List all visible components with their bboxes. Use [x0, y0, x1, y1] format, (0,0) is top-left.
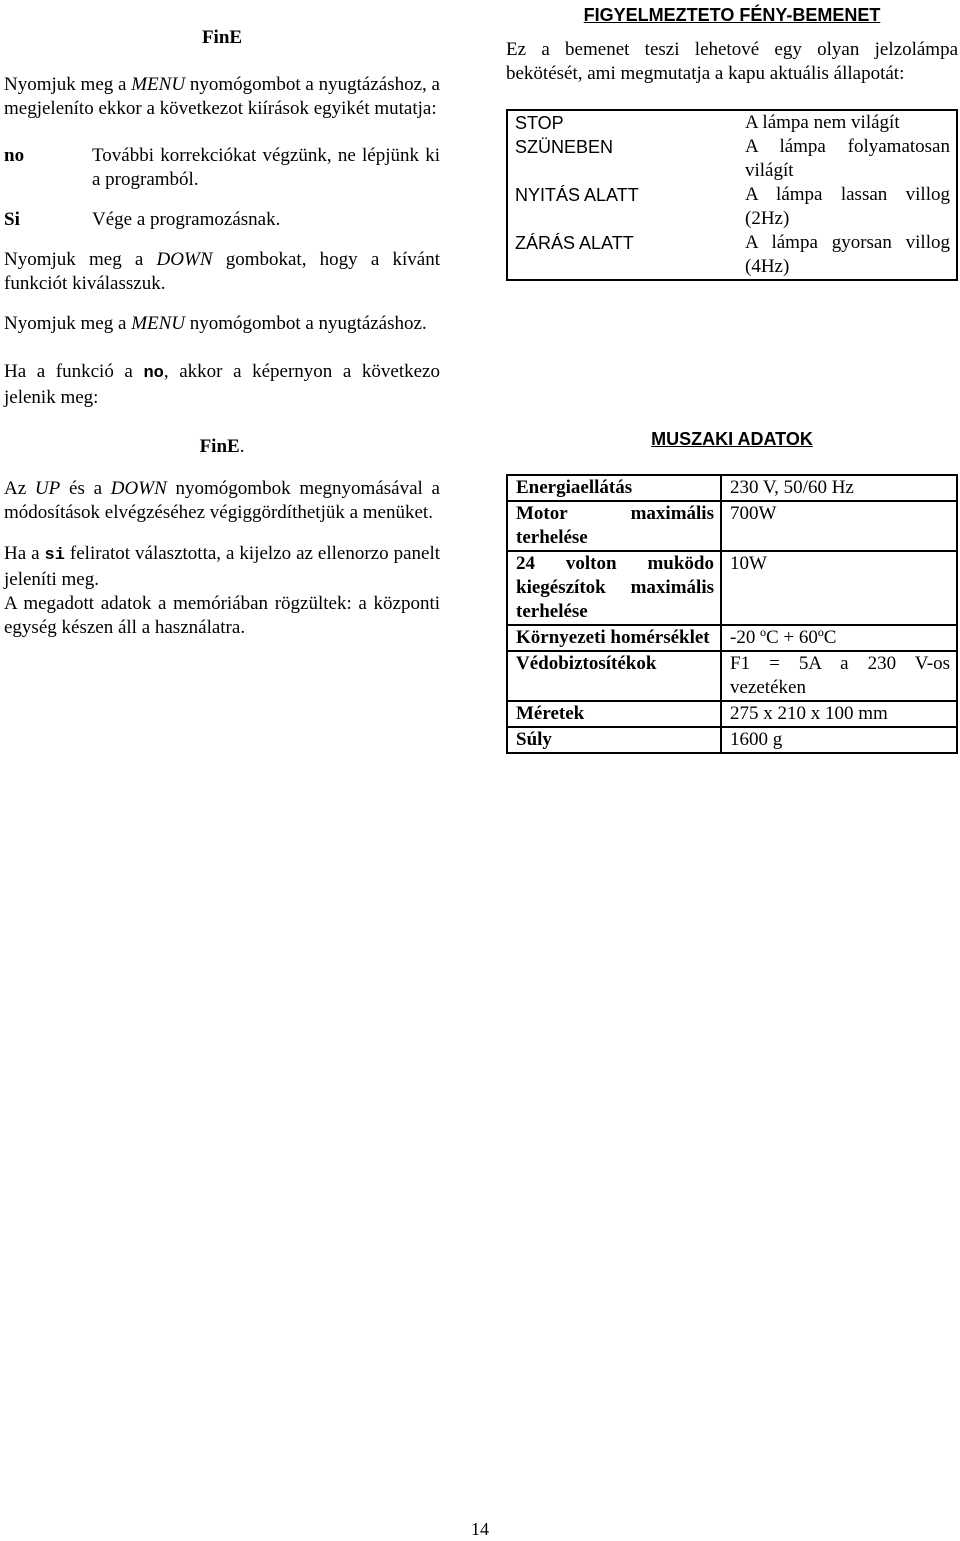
tech-data-table: [506, 474, 958, 754]
lamp-behavior-cell: A lámpa lassan villog (2Hz): [745, 184, 950, 229]
page-number: 14: [471, 1519, 489, 1539]
tech-param-name: Súly: [507, 727, 721, 753]
tech-param-value: 10W: [721, 551, 957, 625]
definition-si: [4, 208, 440, 232]
tech-param-name: Méretek: [507, 701, 721, 727]
tech-data-row: [507, 727, 957, 753]
tech-param-value: 230 V, 50/60 Hz: [721, 475, 957, 501]
down-key-label: DOWN: [156, 249, 213, 270]
tech-data-row: [507, 701, 957, 727]
tech-data-row: [507, 475, 957, 501]
si-display-label: si: [44, 546, 65, 565]
paragraph-up-down-scroll: Az UP és a DOWN nyomógombok megnyomásával a módosítások elvégzéséhez végiggördíthetjük a menüket.: [4, 478, 440, 523]
tech-param-name: Környezeti homérséklet: [507, 625, 721, 651]
definition-term: Si: [4, 209, 20, 230]
left-column: [4, 26, 440, 640]
tech-data-row: [507, 501, 957, 551]
menu-key-label: MENU: [131, 74, 186, 95]
section-title-fine: FinE: [201, 27, 243, 48]
tech-data-heading: MUSZAKI ADATOK: [651, 429, 813, 449]
lamp-behavior-cell: A lámpa folyamatosan világít: [745, 136, 950, 181]
gate-state-cell: SZÜNEBEN: [515, 137, 614, 157]
tech-param-name: Védobiztosítékok: [507, 651, 721, 701]
up-key-label: UP: [34, 478, 61, 499]
tech-param-value: 1600 g: [721, 727, 957, 753]
gate-state-cell: STOP: [515, 113, 564, 133]
warning-light-table: [506, 109, 958, 281]
gate-state-cell: ZÁRÁS ALATT: [515, 233, 634, 253]
warning-light-row: [507, 110, 957, 135]
tech-data-row: [507, 551, 957, 625]
paragraph-menu-confirm: Nyomjuk meg a MENU nyomógombot a nyugtázáshoz, a megjeleníto ekkor a következot kiírások egyikét mutatja:: [4, 74, 440, 119]
tech-data-row: [507, 651, 957, 701]
paragraph-down-select: Nyomjuk meg a DOWN gombokat, hogy a kívánt funkciót kiválasszuk.: [4, 249, 440, 294]
tech-param-value: 275 x 210 x 100 mm: [721, 701, 957, 727]
right-column: [506, 0, 958, 754]
menu-key-label: MENU: [131, 313, 186, 334]
paragraph-data-saved: A megadott adatok a memóriában rögzültek: a központi egység készen áll a használatra.: [4, 593, 440, 638]
tech-param-value: -20 ºC + 60ºC: [721, 625, 957, 651]
lamp-behavior-cell: A lámpa gyorsan villog (4Hz): [745, 232, 950, 277]
warning-light-row: [507, 135, 957, 183]
fine-display-text: FinE.: [199, 436, 245, 457]
definition-desc: Vége a programozásnak.: [92, 209, 281, 230]
warning-light-row: [507, 183, 957, 231]
paragraph-menu-confirm-2: Nyomjuk meg a MENU nyomógombot a nyugtázáshoz.: [4, 313, 427, 334]
warning-light-heading: FIGYELMEZTETO FÉNY-BEMENET: [583, 5, 881, 25]
down-key-label: DOWN: [110, 478, 167, 499]
tech-param-name: Motor maximális terhelése: [507, 501, 721, 551]
definition-term: no: [4, 145, 25, 166]
definition-desc: További korrekciókat végzünk, ne lépjünk ki a programból.: [92, 145, 440, 190]
paragraph-si-selected: Ha a si feliratot választotta, a kijelzo az ellenorzo panelt jeleníti meg.: [4, 543, 440, 590]
tech-param-name: 24 volton muködo kiegészítok maximális terhelése: [507, 551, 721, 625]
gate-state-cell: NYITÁS ALATT: [515, 185, 639, 205]
no-display-label: no: [143, 364, 164, 383]
warning-light-intro: Ez a bemenet teszi lehetové egy olyan jelzolámpa bekötését, ami megmutatja a kapu aktuális állapotát:: [506, 39, 958, 84]
tech-data-row: [507, 625, 957, 651]
definition-no: [4, 144, 440, 192]
tech-param-name: Energiaellátás: [507, 475, 721, 501]
lamp-behavior-cell: A lámpa nem világít: [745, 112, 900, 133]
warning-light-row: [507, 231, 957, 280]
tech-param-value: F1 = 5A a 230 V-os vezetéken: [721, 651, 957, 701]
tech-param-value: 700W: [721, 501, 957, 551]
paragraph-no-function: Ha a funkció a no, akkor a képernyon a következo jelenik meg:: [4, 361, 440, 408]
